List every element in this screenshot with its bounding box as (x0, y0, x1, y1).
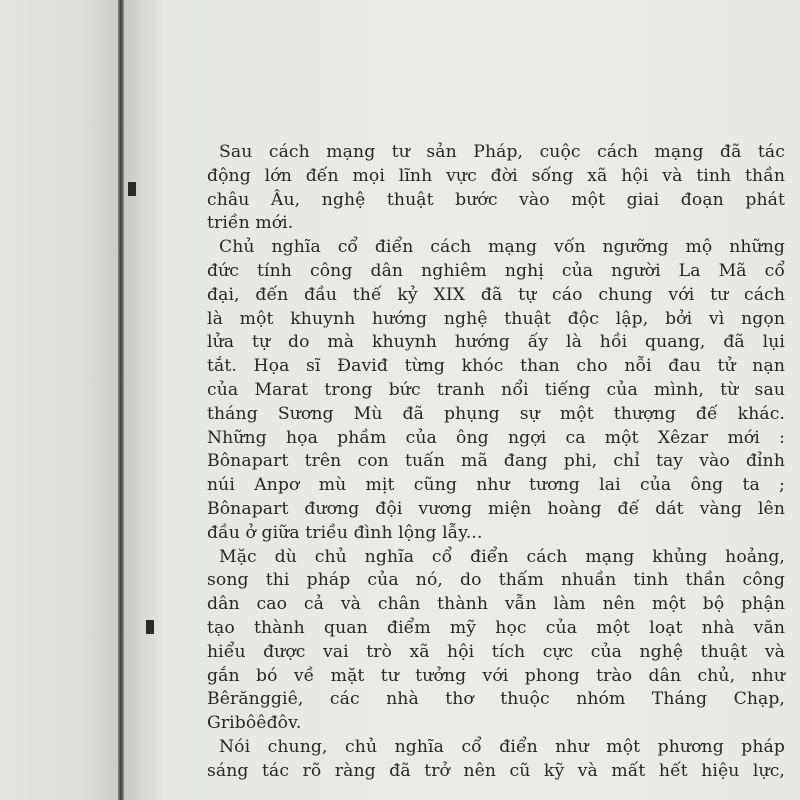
text-line: của Marat trong bức tranh nổi tiếng của mình, từ sau (207, 379, 785, 400)
text-line: châu Âu, nghệ thuật bước vào một giai đoạn phát (207, 189, 785, 210)
binding-stitch (146, 620, 154, 634)
text-line: Mặc dù chủ nghĩa cổ điển cách mạng khủng hoảng, (219, 546, 785, 567)
body-text (207, 141, 785, 784)
text-line: Gribôêđôv. (207, 713, 302, 734)
text-line: Bônapart trên con tuấn mã đang phi, chỉ tay vào đỉnh (207, 451, 785, 472)
text-line: Bêrănggiê, các nhà thơ thuộc nhóm Tháng Chạp, (207, 689, 785, 710)
text-line: sáng tác rõ ràng đã trở nên cũ kỹ và mất hết hiệu lực, (207, 760, 785, 781)
left-page (0, 0, 122, 800)
text-line: gắn bó về mặt tư tưởng với phong trào dân chủ, như (207, 665, 785, 686)
text-line: núi Anpơ mù mịt cũng như tương lai của ông ta ; (207, 475, 785, 496)
text-line: song thi pháp của nó, do thấm nhuần tinh thần công (207, 570, 785, 591)
text-line: dân cao cả và chân thành vẫn làm nên một bộ phận (207, 594, 785, 615)
binding-stitch (128, 182, 136, 196)
text-line: triền mới. (207, 213, 294, 234)
book-spine (118, 0, 124, 800)
text-line: là một khuynh hướng nghệ thuật độc lập, bởi vì ngọn (207, 308, 785, 329)
text-line: Nói chung, chủ nghĩa cổ điển như một phương pháp (219, 736, 785, 757)
text-line: lửa tự do mà khuynh hướng ấy là hồi quang, đã lụi (207, 332, 785, 353)
text-line: Những họa phầm của ông ngợi ca một Xêzar mới : (207, 427, 785, 448)
text-line: Bônapart đương đội vương miện hoàng đế dát vàng lên (207, 498, 785, 519)
text-line: Chủ nghĩa cổ điển cách mạng vốn ngưỡng mộ những (219, 237, 785, 258)
text-line: đại, đến đầu thế kỷ XIX đã tự cáo chung với tư cách (207, 284, 785, 305)
text-line: hiểu được vai trò xã hội tích cực của nghệ thuật và (207, 641, 785, 662)
text-line: đầu ở giữa triều đình lộng lẫy... (207, 522, 483, 543)
text-line: động lớn đến mọi lĩnh vực đời sống xã hội và tinh thần (207, 165, 785, 186)
text-line: đức tính công dân nghiêm nghị của người La Mã cổ (207, 260, 785, 281)
text-line: tạo thành quan điểm mỹ học của một loạt nhà văn (207, 617, 785, 638)
text-line: tháng Sương Mù đã phụng sự một thượng đế khác. (207, 403, 785, 424)
text-line: Sau cách mạng tư sản Pháp, cuộc cách mạng đã tác (219, 142, 785, 162)
text-line: tắt. Họa sĩ Đaviđ từng khóc than cho nỗi đau tử nạn (207, 356, 785, 377)
